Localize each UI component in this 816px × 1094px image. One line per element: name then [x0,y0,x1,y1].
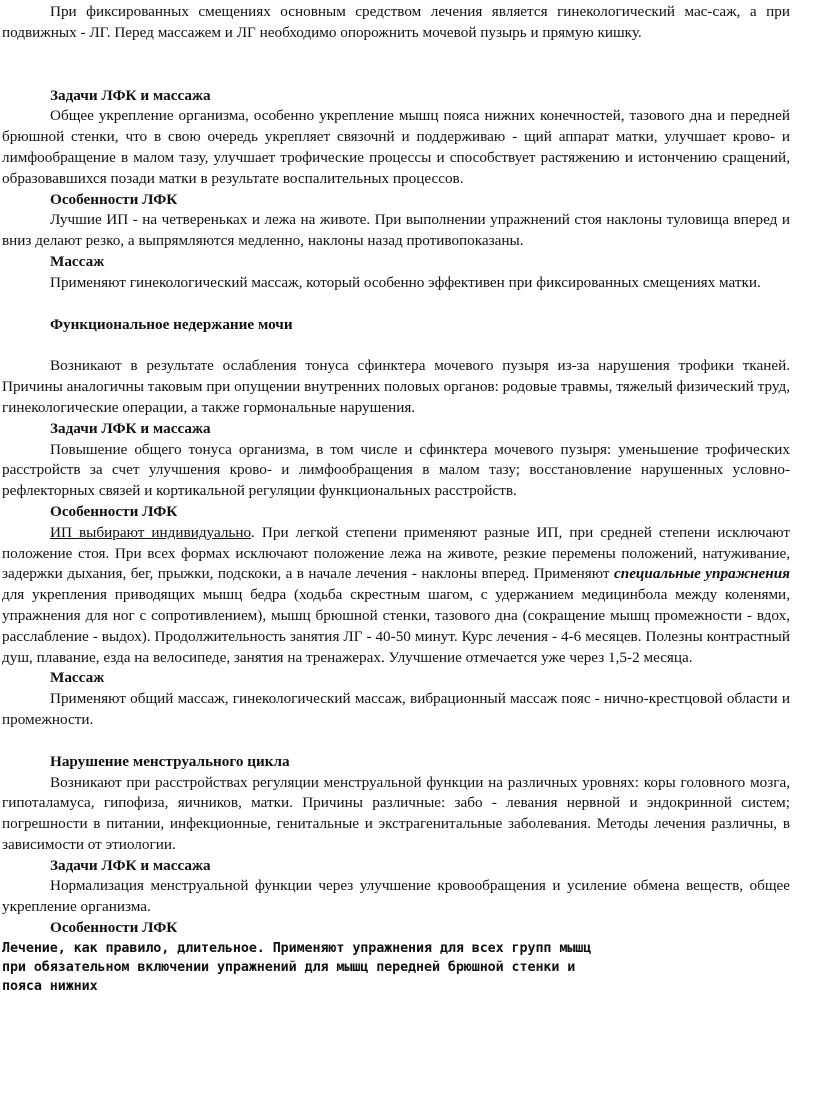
section2-tasks-paragraph: Повышение общего тонуса организма, в том числе и сфинктера мочевого пузыря: уменьшение трофических расстройств за счет улучшения крово- и лимфообращения в малом тазу; восстановление нарушенных условно-рефлекторных связей и кортикальной регуляции функциональных расстройств. [2,440,790,500]
section2-intro-paragraph: Возникают в результате ослабления тонуса сфинктера мочевого пузыря из-за нарушения трофики тканей. Причины аналогичны таковым при опущении внутренних половых органов: родовые травмы, тяжелый физический труд, гинекологические операции, а также гормональные нарушения. [2,357,790,416]
section2-features-paragraph [2,523,790,669]
section2-title: Функциональное недержание мочи [50,315,293,333]
spacer [2,335,790,356]
section1-features-paragraph: Лучшие ИП - на четвереньках и лежа на животе. При выполнении упражнений стоя наклоны туловища вперед и вниз делают резко, а выпрямляются медленно, наклоны назад противопоказаны. [2,211,790,250]
section3-tasks-paragraph: Нормализация менструальной функции через улучшение кровообращения и усиление обмена веществ, общее укрепление организма. [2,877,790,916]
section2-features-heading: Особенности ЛФК [50,502,178,520]
section1-massage-heading: Массаж [50,252,105,270]
features-text-part-b: для укрепления приводящих мышц бедра (ходьба скрестным шагом, с удержанием медицинбола между коленями, упражнения для ног с сопротивлением), мышц брюшной стенки, тазового дна (сокращение мышц промежности - вдох, расслабление - выдох). Продолжительность занятия ЛГ - 40-50 минут. Курс лечения - 4-6 месяцев. Полезны контрастный душ, плавание, езда на велосипеде, занятия на тренажерах. Улучшение отмечается уже через 1,5-2 месяца. [2,586,790,666]
section1-massage-paragraph: Применяют гинекологический массаж, который особенно эффективен при фиксированных смещениях матки. [50,273,761,291]
intro-paragraph: При фиксированных смещениях основным средством лечения является гинекологический мас-саж, а при подвижных - ЛГ. Перед массажем и ЛГ необходимо опорожнить мочевой пузырь и прямую кишку. [2,3,790,41]
section1-features-heading: Особенности ЛФК [50,190,178,208]
section1-tasks-heading: Задачи ЛФК и массажа [50,86,211,104]
section2-massage-paragraph: Применяют общий массаж, гинекологический массаж, вибрационный массаж пояс - нично-крестцовой области и промежности. [2,690,790,728]
section3-features-heading: Особенности ЛФК [50,919,178,937]
section3-features-line-3: пояса нижних [2,978,98,994]
spacer [2,731,790,752]
section2-tasks-heading: Задачи ЛФК и массажа [50,419,211,437]
section3-features-line-1: Лечение, как правило, длительное. Применяют упражнения для всех групп мышц [2,940,592,956]
section3-tasks-heading: Задачи ЛФК и массажа [50,856,211,874]
section2-massage-heading: Массаж [50,669,105,687]
spacer [2,44,790,86]
features-underlined-phrase: ИП выбирают индивидуально [50,523,252,541]
section3-intro-paragraph: Возникают при расстройствах регуляции менструальной функции на различных уровнях: коры головного мозга, гипоталамуса, гипофиза, яичников, матки. Причины различные: забо - левания нервной и эндокринной систем; погрешности в питании, инфекционные, генитальные и экстрагенитальные заболевания. Методы лечения различны, в зависимости от этиологии. [2,773,790,853]
features-emphasis-phrase: специальные упражнения [614,565,790,583]
spacer [2,294,790,315]
features-text-part-a: . При легкой степени применяют разные ИП, при средней степени исключают положение стоя. При всех формах исключают положение лежа на животе, резкие перемены положений, натуживание, задержки дыхания, бег, прыжки, подскоки, а в начале лечения - наклоны вперед. Применяют [2,523,790,583]
section3-title: Нарушение менструального цикла [50,752,290,770]
section3-features-line-2: при обязательном включении упражнений для мышц передней брюшной стенки и [2,959,576,975]
section1-tasks-paragraph: Общее укрепление организма, особенно укрепление мышц пояса нижних конечностей, тазового дна и передней брюшной стенки, что в свою очередь укрепляет связочнй и поддерживаю - щий аппарат матки, улучшает крово- и лимфообращение в малом тазу, улучшает трофические процессы и способствует растяжению и истончению сращений, образовавшихся позади матки в результате воспалительных процессов. [2,107,790,187]
